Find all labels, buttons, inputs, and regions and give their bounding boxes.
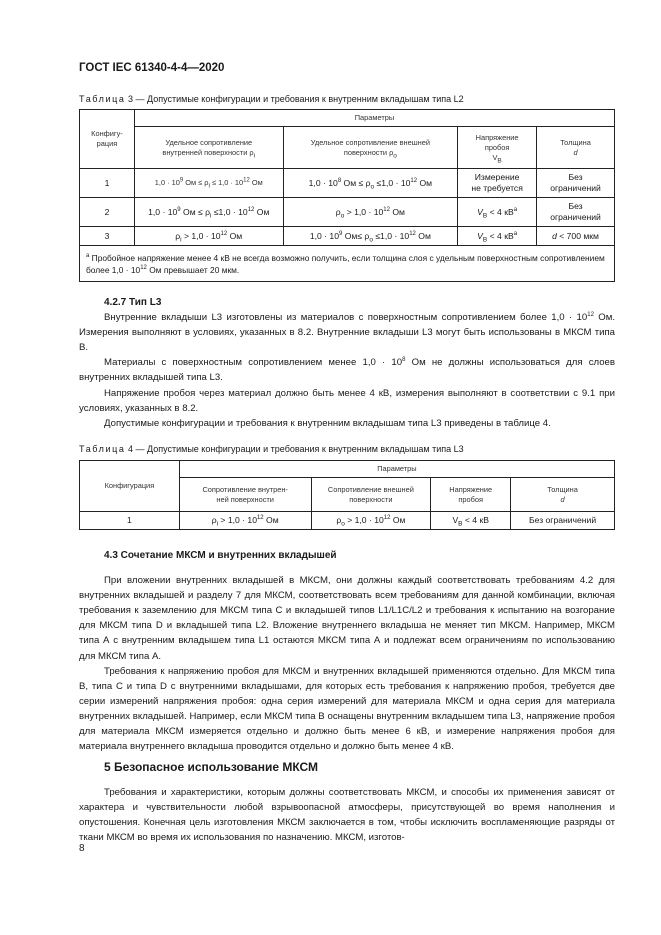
paragraph: Требования и характеристики, которым должны соответствовать МКСМ, и способы их применения зависят от характера и чувствительности любой взрывоопасной атмосферы, присутствующей во время наполнения и опустошения. Конечная цель изготовления МКСМ заключается в том, чтобы исключить воспламеняющие разряды от ткани МКСМ во время их использования по назначению. МКСМ, изготов- [79, 787, 615, 844]
paragraph: Материалы с поверхностным сопротивлением менее $1,0 \cdot 10^8$ Ом не должны использоваться для слоев внутренних вкладышей типа L3. [79, 357, 615, 384]
paragraph: Требования к напряжению пробоя для МКСМ и внутренних вкладышей применяются отдельно. Для МКСМ типа В, типа С и типа D с внутренними вкладышами, для которых есть требования к напряжению пробоя, требуется две серии измерений напряжения пробоя: одна серия измерений для материала МКСМ и одна серия для материала внутренних вкладышей. Например, если МКСМ типа В оснащены внутренним вкладышем типа L3, напряжение пробоя для материала МКСМ измеряется отдельно и должно быть менее 6 кВ, и измерение напряжения пробоя для материала внутреннего вкладыша проводится отдельно и должно быть менее 4 кВ. [79, 665, 615, 753]
table-row [80, 169, 615, 198]
section-5-title: 5 Безопасное использование МКСМ [104, 760, 319, 774]
table3-col-params: Параметры [134, 110, 614, 127]
document-header: ГОСТ IEC 61340-4-4—2020 [79, 62, 225, 74]
section-5 [79, 760, 615, 845]
table3-footnote: $^a$ Пробойное напряжение менее 4 кВ не всегда возможно получить, если толщина слоя с удельным поверхностным сопротивлением более $1,0 \cdot 10^{12}$ Ом превышает 20 мкм. [80, 246, 615, 282]
table3-col-rho-o: Удельное сопротивление внешней поверхности $\rho_o$ [283, 127, 458, 169]
table3-cell: Без ограничений [537, 198, 615, 227]
table3-caption-label: Таблица [79, 94, 126, 104]
table4-col-params: Параметры [179, 461, 614, 478]
table4-cell: Без ограничений [511, 512, 615, 530]
table4-col-config: Конфигурация [80, 461, 180, 512]
section-4-2-7-title: 4.2.7 Тип L3 [104, 297, 162, 308]
table3-cell: 2 [80, 198, 135, 227]
table3-caption [79, 94, 464, 104]
table3-cell: $\rho_i > 1,0 \cdot 10^{12}$ Ом [134, 227, 283, 246]
table4 [79, 460, 615, 530]
table4-col-thick: Толщина d [511, 478, 615, 512]
section-4-3-title: 4.3 Сочетание МКСМ и внутренних вкладышей [104, 550, 337, 561]
table4-caption-label: Таблица [79, 444, 126, 454]
table3-col-rho-i: Удельное сопротивление внутренней поверхности $\rho_i$ [134, 127, 283, 169]
table3-caption-text: 3 — Допустимые конфигурации и требования к внутренним вкладышам типа L2 [128, 94, 464, 104]
table3-cell: Без ограничений [537, 169, 615, 198]
section-4-3 [79, 548, 615, 754]
table4-caption [79, 444, 464, 454]
table3-cell: Измерение не требуется [458, 169, 537, 198]
table3-col-vb: Напряжение пробоя $V_B$ [458, 127, 537, 169]
paragraph: Напряжение пробоя через материал должно быть менее 4 кВ, измерения выполняют в соответствии с 9.1 при условиях, указанных в 8.2. [79, 387, 615, 414]
table-row [80, 512, 615, 530]
page-number: 8 [79, 843, 85, 854]
paragraph: При вложении внутренних вкладышей в МКСМ, они должны каждый соответствовать требованиям 4.2 для внутренних вкладышей и разделу 7 для МКСМ, соответствовать всем требованиям для данной комбинации, включая требования к заземлению для МКСМ типа С и вкладышей типов L1/L1C/L2 и требования к испытанию на возгорание для МКСМ типа D и вкладышей типа L2. Вложение внутреннего вкладыша не меняет тип МКСМ. Например, МКСМ типа А с внутренним вкладышем типа L1 остаются МКСМ типа А и подлежат всем ограничениям по использованию для МКСМ типа А. [79, 575, 615, 662]
paragraph: Внутренние вкладыши L3 изготовлены из материалов с поверхностным сопротивлением более $1,0 \cdot 10^{12}$ Ом. Измерения выполняют в условиях, указанных в 8.2. Внутренние вкладыши L3 могут быть использованы в МКСМ типа В. [79, 311, 616, 354]
table3-col-thick: Толщина d [537, 127, 615, 169]
table3-cell: $1,0 \cdot 10^9$ $Ом\le \rho_o \le 1,0 \cdot 10^{12}$ Ом [283, 227, 458, 246]
table4-cell: $\rho_o > 1,0 \cdot 10^{12}$ Ом [311, 512, 431, 530]
table3-cell: 3 [80, 227, 135, 246]
table3 [79, 109, 615, 282]
table3-cell: $1,0 \cdot 10^9$ Ом ≤ $\rho_i \le 1,0 \cdot 10^{12}$ Ом [134, 198, 283, 227]
table3-cell: $V_B < 4$ $кВ^a$ [458, 198, 537, 227]
paragraph: Допустимые конфигурации и требования к внутренним вкладышам типа L3 приведены в таблице 4. [104, 417, 551, 429]
table3-col-config: Конфигу- рация [80, 110, 135, 169]
table4-col-vb: Напряжение пробоя [431, 478, 511, 512]
table3-cell: d < 700 мкм [537, 227, 615, 246]
table3-cell: $V_B < 4$ $кВ^a$ [458, 227, 537, 246]
table3-cell: $\rho_o > 1,0 \cdot 10^{12}$ Ом [283, 198, 458, 227]
table-row [80, 227, 615, 246]
table-row [80, 198, 615, 227]
section-4-2-7 [79, 295, 615, 431]
table3-cell: $1,0 \cdot 10^9$ Ом ≤ $\rho_i \le 1,0 \cdot 10^{12}$ Ом [134, 169, 283, 198]
table4-col-rho-i: Сопротивление внутрен- ней поверхности [179, 478, 311, 512]
table3-cell: 1 [80, 169, 135, 198]
table4-col-rho-o: Сопротивление внешней поверхности [311, 478, 431, 512]
table4-cell: $V_B < 4$ кВ [431, 512, 511, 530]
table3-cell: $1,0 \cdot 10^8$ Ом ≤ $\rho_o \le 1,0 \cdot 10^{12}$ Ом [283, 169, 458, 198]
table4-cell: 1 [80, 512, 180, 530]
table4-caption-text: 4 — Допустимые конфигурации и требования к внутренним вкладышам типа L3 [128, 444, 464, 454]
table4-cell: $\rho_i > 1,0 \cdot 10^{12}$ Ом [179, 512, 311, 530]
